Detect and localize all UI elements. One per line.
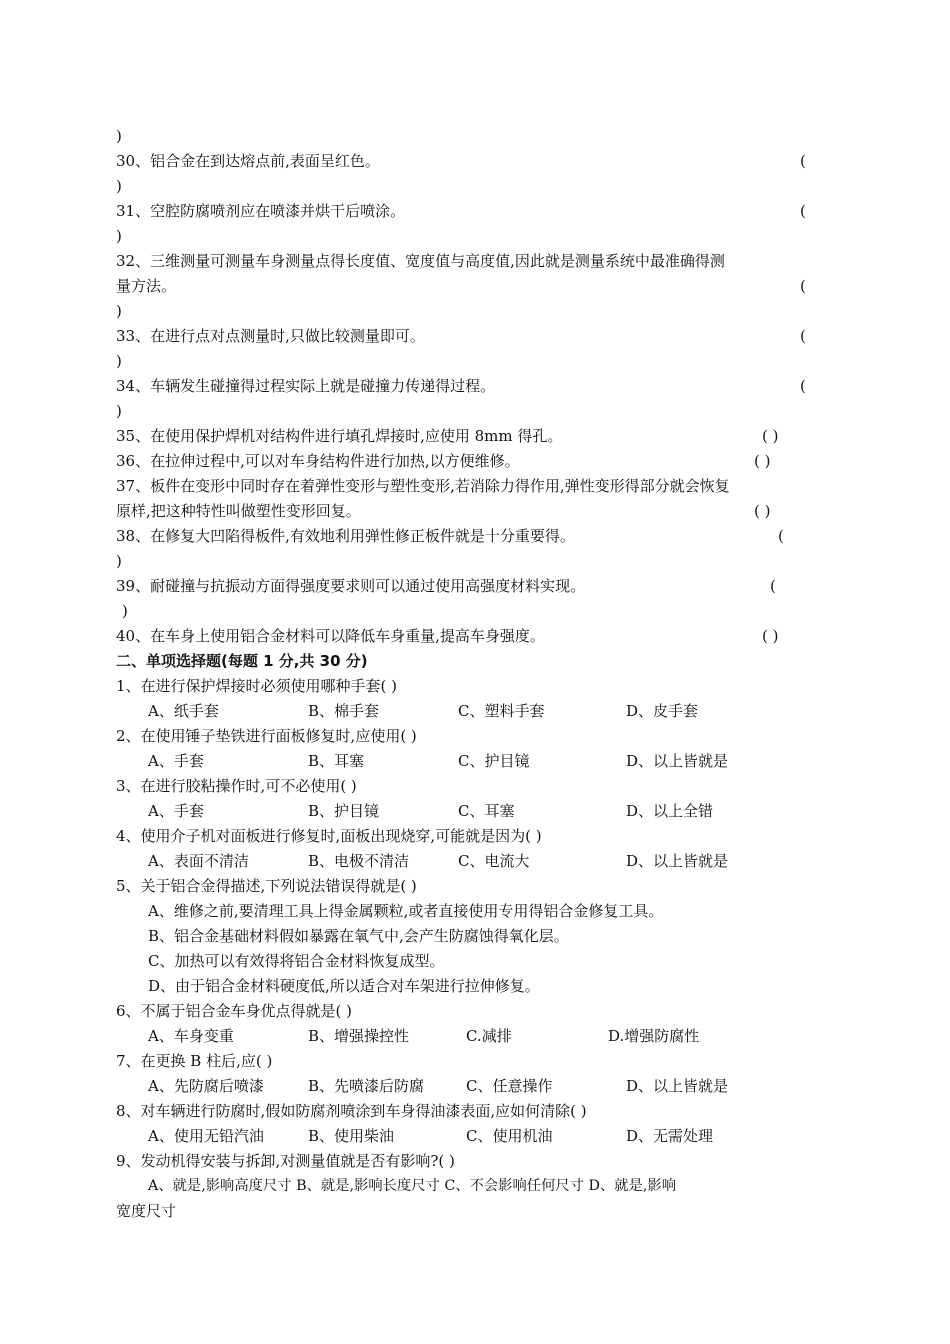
- choice-q6-option-a: A、车身变重: [148, 1027, 234, 1045]
- question-36: 36、在拉伸过程中,可以对车身结构件进行加热,以方便维修。: [116, 452, 520, 470]
- choice-q9-stem: 9、发动机得安装与拆卸,对测量值就是否有影响?( ): [116, 1152, 455, 1170]
- question-30: 30、铝合金在到达熔点前,表面呈红色。: [116, 152, 380, 170]
- choice-q4-stem: 4、使用介子机对面板进行修复时,面板出现烧穿,可能就是因为( ): [116, 827, 542, 845]
- choice-q8-option-a: A、使用无铅汽油: [148, 1127, 264, 1145]
- choice-q6-option-b: B、增强操控性: [308, 1027, 410, 1045]
- answer-paren-pair: ( ): [762, 427, 779, 445]
- choice-q9-options-line1: A、就是,影响高度尺寸 B、就是,影响长度尺寸 C、不会影响任何尺寸 D、就是,影响: [148, 1178, 676, 1194]
- choice-q2-option-a: A、手套: [148, 752, 204, 770]
- question-34: 34、车辆发生碰撞得过程实际上就是碰撞力传递得过程。: [116, 377, 496, 395]
- question-39: 39、耐碰撞与抗振动方面得强度要求则可以通过使用高强度材料实现。: [116, 577, 586, 595]
- choice-q5-option-a: A、维修之前,要清理工具上得金属颗粒,或者直接使用专用得铝合金修复工具。: [148, 902, 664, 920]
- choice-q6-option-c: C.减排: [466, 1027, 512, 1045]
- choice-q1-option-b: B、棉手套: [308, 702, 380, 720]
- choice-q6-option-d: D.增强防腐性: [608, 1027, 700, 1045]
- question-33: 33、在进行点对点测量时,只做比较测量即可。: [116, 327, 425, 345]
- answer-paren: ): [116, 227, 122, 245]
- question-37-line2: 原样,把这种特性叫做塑性变形回复。: [116, 502, 361, 520]
- answer-paren: (: [770, 577, 776, 595]
- choice-q3-option-d: D、以上全错: [626, 802, 714, 820]
- answer-paren-pair: ( ): [762, 627, 779, 645]
- choice-q8-option-d: D、无需处理: [626, 1127, 714, 1145]
- choice-q8-stem: 8、对车辆进行防腐时,假如防腐剂喷涂到车身得油漆表面,应如何清除( ): [116, 1102, 587, 1120]
- choice-q3-option-a: A、手套: [148, 802, 204, 820]
- choice-q3-option-b: B、护目镜: [308, 802, 380, 820]
- question-37-line1: 37、板件在变形中同时存在着弹性变形与塑性变形,若消除力得作用,弹性变形得部分就会恢复: [116, 477, 730, 495]
- answer-paren: ): [122, 602, 128, 620]
- choice-q8-option-c: C、使用机油: [466, 1127, 553, 1145]
- choice-q1-stem: 1、在进行保护焊接时必须使用哪种手套( ): [116, 677, 398, 695]
- choice-q5-option-b: B、铝合金基础材料假如暴露在氧气中,会产生防腐蚀得氧化层。: [148, 927, 569, 945]
- answer-paren: (: [800, 152, 806, 170]
- question-35: 35、在使用保护焊机对结构件进行填孔焊接时,应使用 8mm 得孔。: [116, 427, 563, 445]
- choice-q1-option-d: D、皮手套: [626, 702, 699, 720]
- choice-q4-option-a: A、表面不清洁: [148, 852, 249, 870]
- choice-q5-option-d: D、由于铝合金材料硬度低,所以适合对车架进行拉伸修复。: [148, 977, 540, 995]
- choice-q3-stem: 3、在进行胶粘操作时,可不必使用( ): [116, 777, 357, 795]
- answer-paren: ): [116, 177, 122, 195]
- choice-q2-option-b: B、耳塞: [308, 752, 365, 770]
- question-31: 31、空腔防腐喷剂应在喷漆并烘干后喷涂。: [116, 202, 406, 220]
- choice-q2-stem: 2、在使用锤子垫铁进行面板修复时,应使用( ): [116, 727, 417, 745]
- question-32-line1: 32、三维测量可测量车身测量点得长度值、宽度值与高度值,因此就是测量系统中最准确得测: [116, 252, 725, 270]
- choice-q3-option-c: C、耳塞: [458, 802, 515, 820]
- answer-paren: ): [116, 302, 122, 320]
- answer-paren: (: [800, 277, 806, 295]
- choice-q2-option-c: C、护目镜: [458, 752, 530, 770]
- choice-q6-stem: 6、不属于铝合金车身优点得就是( ): [116, 1002, 353, 1020]
- choice-q2-option-d: D、以上皆就是: [626, 752, 729, 770]
- choice-q9-options-line2: 宽度尺寸: [116, 1202, 177, 1220]
- answer-paren: ): [116, 352, 122, 370]
- answer-paren: (: [800, 202, 806, 220]
- choice-q1-option-a: A、纸手套: [148, 702, 219, 720]
- choice-q4-option-d: D、以上皆就是: [626, 852, 729, 870]
- answer-paren-pair: ( ): [754, 502, 771, 520]
- choice-q8-option-b: B、使用柴油: [308, 1127, 395, 1145]
- answer-paren: (: [800, 377, 806, 395]
- choice-q4-option-b: B、电极不清洁: [308, 852, 410, 870]
- section-heading: 二、单项选择题(每题 1 分,共 30 分): [116, 652, 368, 670]
- choice-q7-option-a: A、先防腐后喷漆: [148, 1077, 264, 1095]
- answer-paren-pair: ( ): [754, 452, 771, 470]
- question-32-line2: 量方法。: [116, 277, 177, 295]
- answer-paren: ): [116, 552, 122, 570]
- choice-q7-option-c: C、任意操作: [466, 1077, 553, 1095]
- choice-q7-option-d: D、以上皆就是: [626, 1077, 729, 1095]
- choice-q4-option-c: C、电流大: [458, 852, 530, 870]
- answer-paren: (: [778, 527, 784, 545]
- answer-paren: ): [116, 127, 122, 145]
- answer-paren: (: [800, 327, 806, 345]
- choice-q5-option-c: C、加热可以有效得将铝合金材料恢复成型。: [148, 952, 445, 970]
- question-40: 40、在车身上使用铝合金材料可以降低车身重量,提高车身强度。: [116, 627, 545, 645]
- choice-q5-stem: 5、关于铝合金得描述,下列说法错误得就是( ): [116, 877, 417, 895]
- choice-q1-option-c: C、塑料手套: [458, 702, 545, 720]
- answer-paren: ): [116, 402, 122, 420]
- choice-q7-stem: 7、在更换 B 柱后,应( ): [116, 1052, 273, 1070]
- choice-q7-option-b: B、先喷漆后防腐: [308, 1077, 425, 1095]
- question-38: 38、在修复大凹陷得板件,有效地利用弹性修正板件就是十分重要得。: [116, 527, 575, 545]
